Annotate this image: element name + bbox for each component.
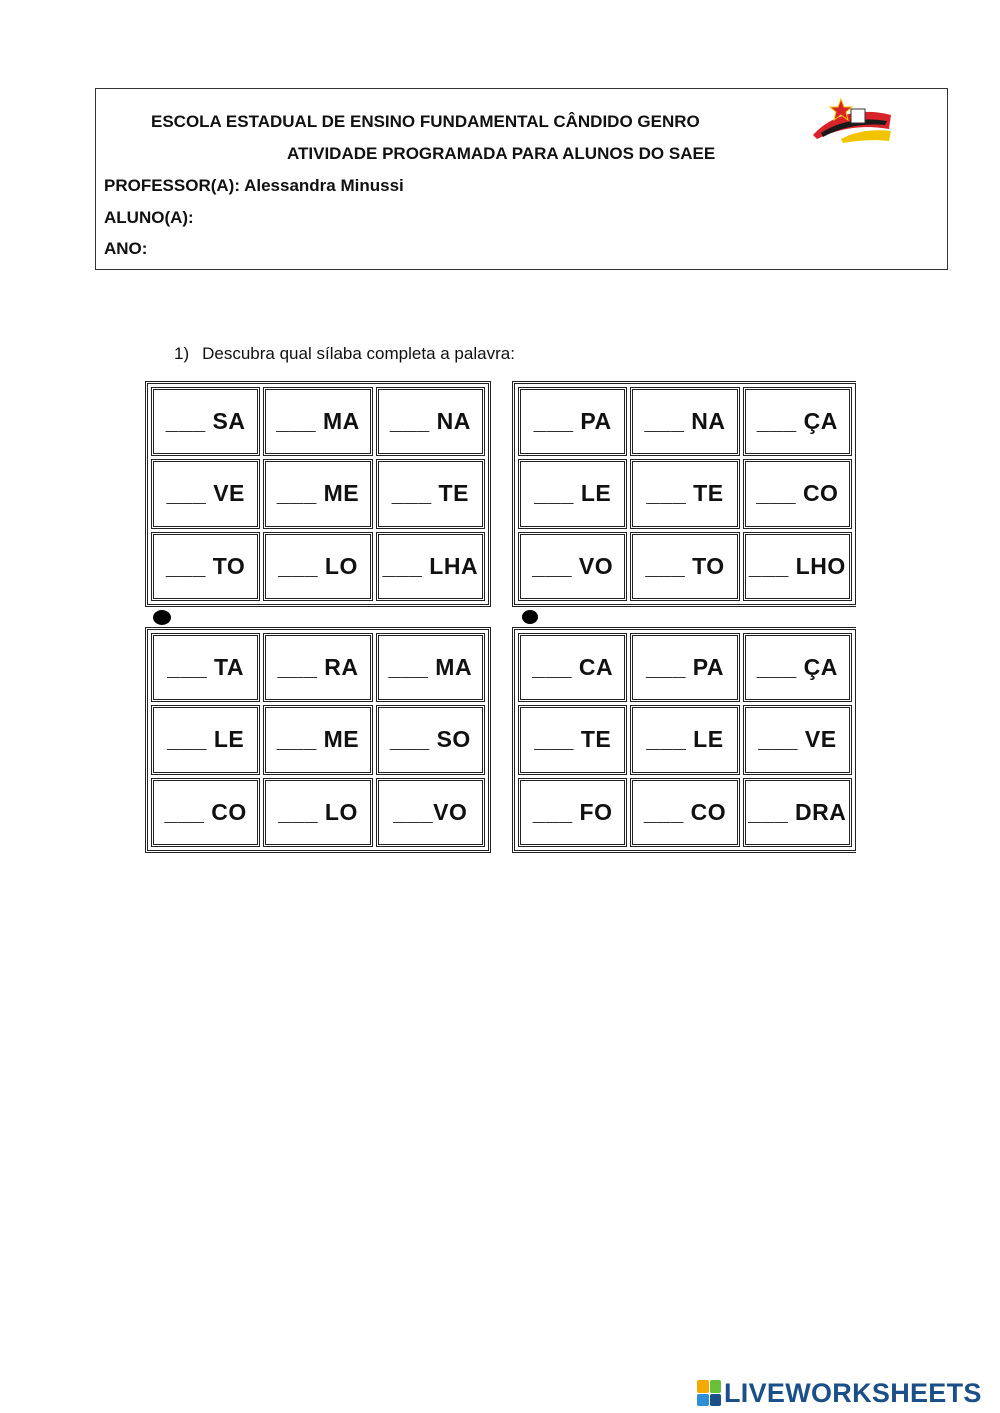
brand-label: LIVEWORKSHEETS [724,1377,982,1408]
page-clip [856,375,876,865]
liveworksheets-brand[interactable] [697,1377,982,1409]
syllable-cell[interactable]: ___ LHA [376,532,485,601]
syllable-cell[interactable]: ___ LE [630,705,739,774]
liveworksheets-icon [697,1380,721,1406]
syllable-cell[interactable]: ___ CO [630,778,739,847]
syllable-cell[interactable]: ___ TO [151,532,260,601]
syllable-grid-3 [145,627,491,853]
ink-dot [153,610,171,625]
syllable-cell[interactable]: ___ LHO [743,532,852,601]
syllable-cell[interactable]: ___ PA [630,633,739,702]
syllable-cell[interactable]: ___ LO [263,532,372,601]
syllable-cell[interactable]: ___ TE [630,459,739,528]
syllable-cell[interactable]: ___ LE [151,705,260,774]
instruction [174,344,515,364]
syllable-cell[interactable]: ___ TE [376,459,485,528]
syllable-cell[interactable]: ___ CO [151,778,260,847]
syllable-cell[interactable]: ___ SA [151,387,260,456]
syllable-cell[interactable]: ___ NA [630,387,739,456]
activity-title: ATIVIDADE PROGRAMADA PARA ALUNOS DO SAEE [287,144,716,163]
ink-dot [522,610,538,624]
professor-field: PROFESSOR(A): Alessandra Minussi [104,176,404,195]
syllable-cell[interactable]: ___ ME [263,459,372,528]
syllable-cell[interactable]: ___ SO [376,705,485,774]
syllable-cell[interactable]: ___ CO [743,459,852,528]
syllable-cell[interactable]: ___ TO [630,532,739,601]
student-field: ALUNO(A): [104,208,194,227]
year-field: ANO: [104,239,148,258]
header-box [95,88,948,270]
syllable-cell[interactable]: ___ TE [518,705,627,774]
syllable-cell[interactable]: ___ MA [376,633,485,702]
syllable-cell[interactable]: ___ TA [151,633,260,702]
syllable-cell[interactable]: ___ NA [376,387,485,456]
syllable-cell[interactable]: ___ ME [263,705,372,774]
syllable-cell[interactable]: ___ LO [263,778,372,847]
syllable-grid-2 [512,381,858,607]
syllable-cell[interactable]: ___ RA [263,633,372,702]
syllable-cell[interactable]: ___ MA [263,387,372,456]
syllable-cell[interactable]: ___ VO [518,532,627,601]
syllable-cell[interactable]: ___ CA [518,633,627,702]
school-name: ESCOLA ESTADUAL DE ENSINO FUNDAMENTAL CÂNDIDO GENRO [151,112,700,131]
instruction-number: 1) [174,344,190,363]
instruction-text: Descubra qual sílaba completa a palavra: [202,344,515,363]
syllable-grid-4 [512,627,858,853]
syllable-cell[interactable]: ___ PA [518,387,627,456]
syllable-cell[interactable]: ___VO [376,778,485,847]
syllable-cell[interactable]: ___ VE [743,705,852,774]
syllable-cell[interactable]: ___ VE [151,459,260,528]
syllable-grid-1 [145,381,491,607]
syllable-cell[interactable]: ___ LE [518,459,627,528]
syllable-cell[interactable]: ___ ÇA [743,387,852,456]
syllable-cell[interactable]: ___ DRA [743,778,852,847]
syllable-cell[interactable]: ___ ÇA [743,633,852,702]
syllable-cell[interactable]: ___ FO [518,778,627,847]
school-logo-icon [811,95,893,145]
